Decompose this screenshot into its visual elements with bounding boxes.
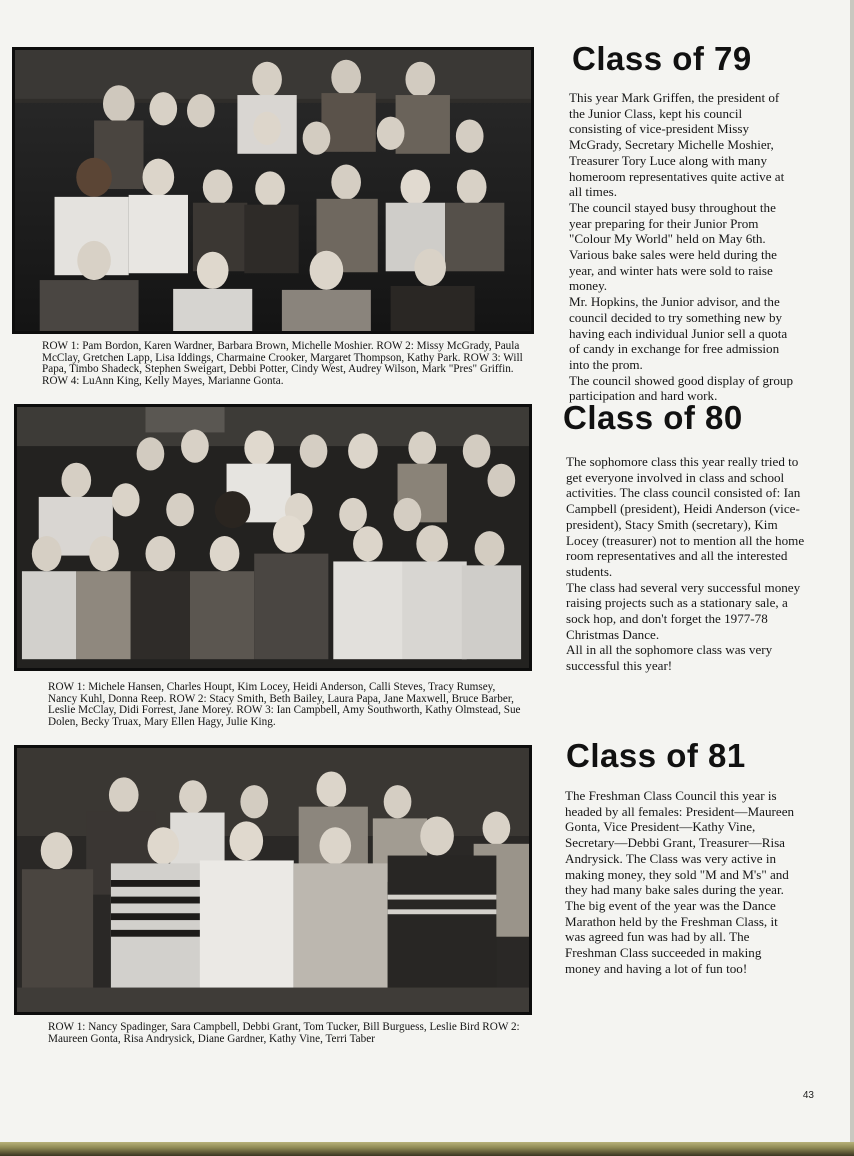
page-binding-strip: [0, 1142, 854, 1156]
class-79-paragraph: Mr. Hopkins, the Junior advisor, and the council decided to try something new by having each individual Junior sell a quota of candy in exchange for free admission into the prom.: [569, 294, 788, 372]
class-79-paragraph: The council stayed busy throughout the year preparing for their Junior Prom "Colour My World" held on May 6th. Various bake sales were held during the year, and winter hats were sold to raise money.: [569, 199, 777, 294]
class-79-paragraph: This year Mark Griffen, the president of the Junior Class, kept his council consisting of vice-president Missy McGrady, Secretary Michelle Moshier, Treasurer Tory Luce along with many homeroom representatives quite active at all times.: [569, 90, 785, 200]
page-number: 43: [802, 1090, 814, 1101]
class-80-paragraph: The class had several very successful money raising projects such as a stationary sale, a sock hop, and don't forget the 1977-78 Christmas Dance.: [566, 579, 801, 642]
class-79-group-photo: [12, 47, 534, 334]
class-80-heading: Class of 80: [563, 399, 743, 436]
class-79-paragraph: The council showed good display of group participation and hard work.: [569, 372, 794, 404]
class-79-heading: Class of 79: [572, 40, 752, 77]
class-81-body: [565, 788, 797, 976]
class-81-group-photo: [14, 745, 532, 1015]
class-80-paragraph: The sophomore class this year really tried to get everyone involved in class and school activities. The class council consisted of: Ian Campbell (president), Heidi Anderson (vice-president), Stacy Smith (secretary), Kim Locey (treasurer) not to mention all the home room representatives and all the interested students.: [566, 454, 805, 579]
class-81-heading: Class of 81: [566, 737, 746, 774]
page-edge: [850, 0, 854, 1156]
class-79-body: [569, 90, 797, 404]
class-81-photo-caption: ROW 1: Nancy Spadinger, Sara Campbell, Debbi Grant, Tom Tucker, Bill Burguess, Leslie Bird ROW 2: Maureen Gonta, Risa Andrysick, Diane Gardner, Kathy Vine, Terri Taber: [48, 1021, 520, 1045]
class-80-photo-caption: ROW 1: Michele Hansen, Charles Houpt, Kim Locey, Heidi Anderson, Calli Steves, Tracy Rumsey, Nancy Kuhl, Donna Reep. ROW 2: Stacy Smith, Beth Bailey, Laura Papa, Jane Maxwell, Bruce Barber, Leslie McClay, Didi Forrest, Jane Morey. ROW 3: Ian Campbell, Amy Southworth, Kathy Olmstead, Sue Dolen, Becky Truax, Mary Ellen Hagy, Julie King.: [48, 681, 521, 728]
class-80-body: [566, 454, 806, 674]
class-79-photo-caption: ROW 1: Pam Bordon, Karen Wardner, Barbara Brown, Michelle Moshier. ROW 2: Missy McGrady, Paula McClay, Gretchen Lapp, Lisa Iddings, Charmaine Crooker, Margaret Thompson, Kathy Park. ROW 3: Will Papa, Timbo Shadeck, Stephen Sweigart, Debbi Potter, Cindy West, Audrey Wilson, Mark "Pres" Griffin. ROW 4: LuAnn King, Kelly Mayes, Marianne Gonta.: [42, 340, 523, 387]
class-80-paragraph: All in all the sophomore class was very successful this year!: [566, 642, 773, 674]
class-81-paragraph: The Freshman Class Council this year is headed by all females: President—Maureen Gonta, Vice President—Kathy Vine, Secretary—Debbi Grant, Treasurer—Risa Andrysick. The Class was very active in making money, they sold "M and M's" and they had many bake sales during the year. The big event of the year was the Dance Marathon held by the Freshman Class, it was agreed fun was had by all. The Freshman Class succeeded in making money and having a lot of fun too!: [565, 788, 795, 976]
class-80-group-photo: [14, 404, 532, 671]
